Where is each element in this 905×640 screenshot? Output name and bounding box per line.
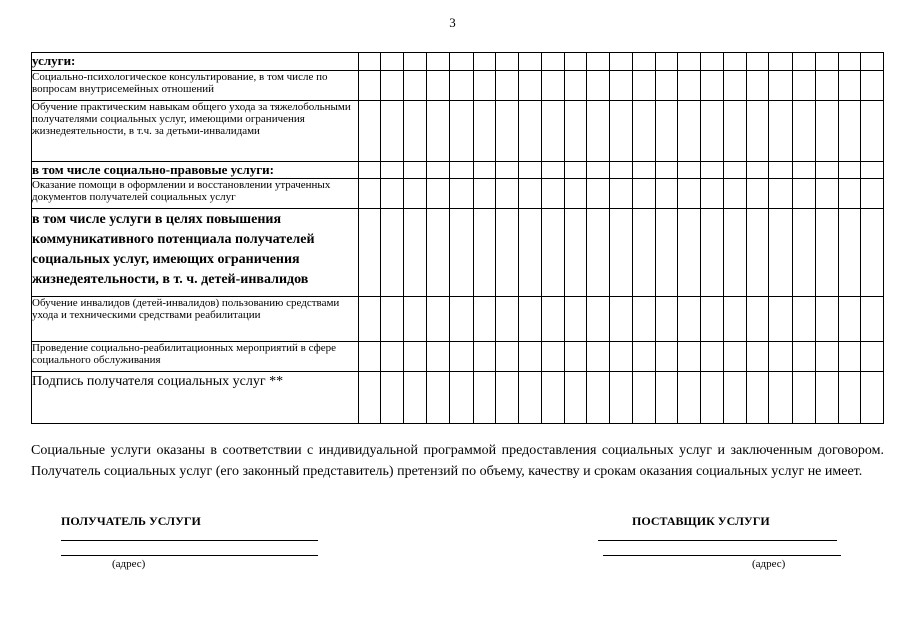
grid-cell (678, 297, 701, 342)
grid-cell (747, 53, 769, 71)
grid-cell (747, 372, 769, 424)
grid-cell (656, 179, 678, 209)
grid-cell (541, 101, 564, 162)
grid-cell (678, 101, 701, 162)
grid-cell (450, 372, 473, 424)
grid-cell (404, 53, 427, 71)
provider-line-1 (598, 540, 837, 541)
row-label: Оказание помощи в оформлении и восстановлении утраченных документов получателей социальных услуг (32, 179, 359, 209)
table-row (32, 209, 884, 297)
grid-cell (586, 209, 609, 297)
grid-cell (541, 162, 564, 179)
grid-cell (518, 53, 541, 71)
grid-cell (724, 101, 747, 162)
grid-cell (518, 209, 541, 297)
grid-cell (541, 71, 564, 101)
grid-cell (495, 209, 518, 297)
grid-cell (678, 372, 701, 424)
grid-cell (564, 342, 586, 372)
grid-cell (860, 372, 883, 424)
grid-cell (564, 297, 586, 342)
grid-cell (678, 179, 701, 209)
grid-cell (450, 162, 473, 179)
grid-cell (450, 101, 473, 162)
grid-cell (495, 297, 518, 342)
grid-cell (769, 101, 792, 162)
grid-cell (359, 179, 381, 209)
grid-cell (404, 162, 427, 179)
grid-cell (724, 209, 747, 297)
recipient-line-2 (61, 555, 318, 556)
grid-cell (473, 101, 495, 162)
grid-cell (518, 179, 541, 209)
grid-cell (359, 162, 381, 179)
grid-cell (724, 342, 747, 372)
grid-cell (724, 372, 747, 424)
grid-cell (747, 209, 769, 297)
grid-cell (586, 297, 609, 342)
row-label: в том числе услуги в целях повышения коммуникативного потенциала получателей социальных услуг, имеющих ограничения жизнедеятельности, в т. ч. детей-инвалидов (32, 209, 359, 297)
row-label: в том числе социально-правовые услуги: (32, 162, 359, 179)
grid-cell (633, 209, 656, 297)
row-label: услуги: (32, 53, 359, 71)
grid-cell (564, 101, 586, 162)
grid-cell (564, 71, 586, 101)
grid-cell (656, 101, 678, 162)
table-row (32, 179, 884, 209)
grid-cell (769, 53, 792, 71)
grid-cell (609, 162, 632, 179)
grid-cell (724, 297, 747, 342)
grid-cell (473, 179, 495, 209)
grid-cell (359, 209, 381, 297)
grid-cell (701, 372, 724, 424)
grid-cell (541, 53, 564, 71)
grid-cell (427, 342, 450, 372)
provider-title: ПОСТАВЩИК УСЛУГИ (632, 514, 770, 528)
grid-cell (473, 53, 495, 71)
grid-cell (792, 71, 815, 101)
grid-cell (815, 179, 838, 209)
grid-cell (609, 209, 632, 297)
grid-cell (609, 101, 632, 162)
grid-cell (678, 162, 701, 179)
grid-cell (792, 297, 815, 342)
grid-cell (359, 71, 381, 101)
provider-line-2 (603, 555, 841, 556)
table-row (32, 162, 884, 179)
grid-cell (586, 342, 609, 372)
grid-cell (495, 342, 518, 372)
grid-cell (815, 101, 838, 162)
grid-cell (381, 101, 404, 162)
grid-cell (609, 71, 632, 101)
grid-cell (838, 342, 860, 372)
provider-address-label: (адрес) (752, 558, 786, 570)
grid-cell (564, 179, 586, 209)
grid-cell (609, 179, 632, 209)
grid-cell (427, 179, 450, 209)
grid-cell (747, 101, 769, 162)
grid-cell (450, 179, 473, 209)
table-row (32, 297, 884, 342)
grid-cell (609, 342, 632, 372)
grid-cell (427, 162, 450, 179)
grid-cell (473, 71, 495, 101)
grid-cell (359, 372, 381, 424)
grid-cell (633, 71, 656, 101)
grid-cell (633, 342, 656, 372)
statement-paragraph: Социальные услуги оказаны в соответствии с индивидуальной программой предоставления социальных услуг и заключенным договором. Получатель социальных услуг (его законный представитель) претензий по объему, качеству и срокам оказания социальных услуг не имеет. (31, 443, 884, 479)
grid-cell (495, 71, 518, 101)
grid-cell (586, 53, 609, 71)
grid-cell (381, 179, 404, 209)
grid-cell (792, 101, 815, 162)
grid-cell (633, 179, 656, 209)
grid-cell (747, 342, 769, 372)
grid-cell (769, 71, 792, 101)
grid-cell (427, 53, 450, 71)
grid-cell (678, 71, 701, 101)
grid-cell (473, 209, 495, 297)
grid-cell (450, 53, 473, 71)
grid-cell (792, 162, 815, 179)
grid-cell (450, 71, 473, 101)
grid-cell (769, 342, 792, 372)
grid-cell (609, 297, 632, 342)
grid-cell (815, 372, 838, 424)
grid-cell (860, 71, 883, 101)
grid-cell (701, 71, 724, 101)
grid-cell (656, 53, 678, 71)
grid-cell (792, 209, 815, 297)
grid-cell (404, 71, 427, 101)
recipient-title: ПОЛУЧАТЕЛЬ УСЛУГИ (61, 514, 201, 528)
grid-cell (633, 53, 656, 71)
grid-cell (838, 53, 860, 71)
grid-cell (860, 179, 883, 209)
grid-cell (656, 297, 678, 342)
grid-cell (427, 209, 450, 297)
grid-cell (724, 71, 747, 101)
grid-cell (404, 342, 427, 372)
grid-cell (769, 209, 792, 297)
table-row (32, 372, 884, 424)
grid-cell (404, 101, 427, 162)
grid-cell (769, 179, 792, 209)
grid-cell (656, 71, 678, 101)
grid-cell (473, 342, 495, 372)
grid-cell (518, 71, 541, 101)
grid-cell (404, 372, 427, 424)
grid-cell (815, 162, 838, 179)
grid-cell (473, 372, 495, 424)
grid-cell (450, 209, 473, 297)
grid-cell (792, 179, 815, 209)
grid-cell (838, 179, 860, 209)
grid-cell (381, 71, 404, 101)
grid-cell (815, 297, 838, 342)
grid-cell (564, 162, 586, 179)
grid-cell (359, 297, 381, 342)
grid-cell (541, 209, 564, 297)
grid-cell (359, 101, 381, 162)
grid-cell (473, 162, 495, 179)
grid-cell (701, 101, 724, 162)
grid-cell (518, 297, 541, 342)
grid-cell (701, 53, 724, 71)
grid-cell (427, 71, 450, 101)
grid-cell (633, 297, 656, 342)
grid-cell (404, 209, 427, 297)
grid-cell (769, 297, 792, 342)
grid-cell (701, 297, 724, 342)
row-label: Проведение социально-реабилитационных мероприятий в сфере социального обслуживания (32, 342, 359, 372)
table-row (32, 53, 884, 71)
grid-cell (747, 162, 769, 179)
grid-cell (860, 53, 883, 71)
grid-cell (838, 71, 860, 101)
grid-cell (656, 372, 678, 424)
row-label: Социально-психологическое консультирование, в том числе по вопросам внутрисемейных отношений (32, 71, 359, 101)
grid-cell (860, 101, 883, 162)
grid-cell (427, 297, 450, 342)
grid-cell (792, 53, 815, 71)
grid-cell (609, 53, 632, 71)
grid-cell (747, 297, 769, 342)
grid-cell (541, 372, 564, 424)
services-table (31, 52, 884, 424)
grid-cell (404, 179, 427, 209)
grid-cell (381, 53, 404, 71)
grid-cell (381, 162, 404, 179)
grid-cell (838, 372, 860, 424)
grid-cell (541, 179, 564, 209)
grid-cell (701, 179, 724, 209)
grid-cell (495, 372, 518, 424)
grid-cell (586, 179, 609, 209)
grid-cell (678, 53, 701, 71)
grid-cell (633, 372, 656, 424)
grid-cell (656, 342, 678, 372)
grid-cell (541, 342, 564, 372)
grid-cell (586, 162, 609, 179)
grid-cell (815, 342, 838, 372)
grid-cell (586, 71, 609, 101)
recipient-line-1 (61, 540, 318, 541)
grid-cell (564, 209, 586, 297)
grid-cell (518, 372, 541, 424)
grid-cell (541, 297, 564, 342)
grid-cell (769, 372, 792, 424)
grid-cell (381, 297, 404, 342)
grid-cell (633, 162, 656, 179)
grid-cell (633, 101, 656, 162)
grid-cell (586, 372, 609, 424)
grid-cell (860, 209, 883, 297)
grid-cell (769, 162, 792, 179)
grid-cell (678, 209, 701, 297)
grid-cell (838, 162, 860, 179)
grid-cell (450, 297, 473, 342)
grid-cell (518, 101, 541, 162)
grid-cell (701, 162, 724, 179)
grid-cell (860, 297, 883, 342)
grid-cell (495, 53, 518, 71)
grid-cell (656, 162, 678, 179)
grid-cell (495, 162, 518, 179)
grid-cell (724, 162, 747, 179)
grid-cell (359, 53, 381, 71)
grid-cell (427, 372, 450, 424)
grid-cell (609, 372, 632, 424)
grid-cell (860, 162, 883, 179)
grid-cell (381, 209, 404, 297)
page-number: 3 (449, 15, 456, 30)
grid-cell (701, 209, 724, 297)
grid-cell (404, 297, 427, 342)
grid-cell (838, 101, 860, 162)
row-label: Обучение инвалидов (детей-инвалидов) пользованию средствами ухода и техническими средствами реабилитации (32, 297, 359, 342)
grid-cell (656, 209, 678, 297)
grid-cell (564, 53, 586, 71)
row-label: Обучение практическим навыкам общего ухода за тяжелобольными получателями социальных услуг, имеющими ограничения жизнедеятельности, в т.ч. за детьми-инвалидами (32, 101, 359, 162)
grid-cell (381, 372, 404, 424)
grid-cell (450, 342, 473, 372)
grid-cell (792, 342, 815, 372)
grid-cell (724, 179, 747, 209)
grid-cell (359, 342, 381, 372)
grid-cell (381, 342, 404, 372)
grid-cell (427, 101, 450, 162)
grid-cell (473, 297, 495, 342)
grid-cell (838, 297, 860, 342)
recipient-address-label: (адрес) (112, 558, 146, 570)
grid-cell (747, 71, 769, 101)
grid-cell (518, 342, 541, 372)
table-row (32, 342, 884, 372)
grid-cell (518, 162, 541, 179)
grid-cell (701, 342, 724, 372)
grid-cell (495, 179, 518, 209)
table-row (32, 71, 884, 101)
table-row (32, 101, 884, 162)
grid-cell (815, 71, 838, 101)
grid-cell (838, 209, 860, 297)
grid-cell (815, 209, 838, 297)
grid-cell (495, 101, 518, 162)
grid-cell (860, 342, 883, 372)
grid-cell (747, 179, 769, 209)
grid-cell (815, 53, 838, 71)
grid-cell (724, 53, 747, 71)
grid-cell (586, 101, 609, 162)
row-label: Подпись получателя социальных услуг ** (32, 372, 359, 424)
grid-cell (792, 372, 815, 424)
grid-cell (678, 342, 701, 372)
grid-cell (564, 372, 586, 424)
